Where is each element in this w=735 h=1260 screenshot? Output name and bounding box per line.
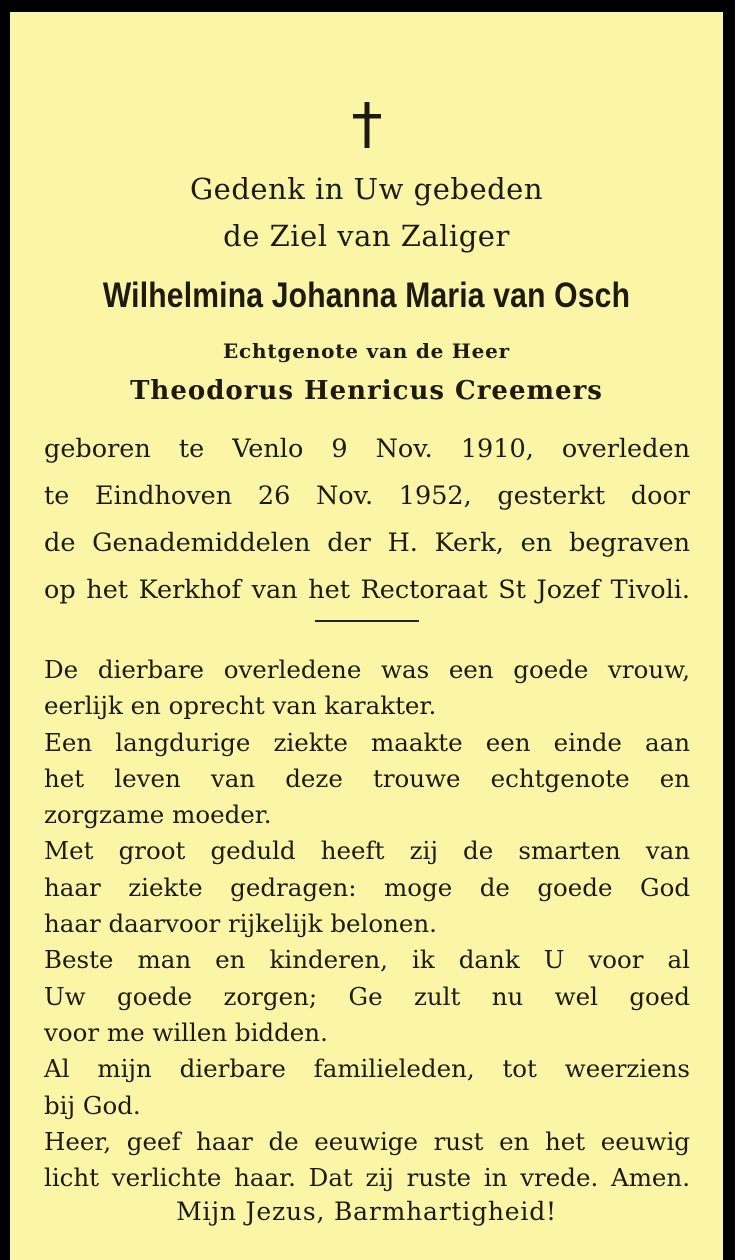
text-line: eerlijk en oprecht van karakter. xyxy=(44,691,437,721)
text-line: Beste man en kinderen, ik dank U voor al xyxy=(44,945,690,975)
biography-line: te Eindhoven 26 Nov. 1952, gesterkt door xyxy=(44,481,690,511)
text-line: Uw goede zorgen; Ge zult nu wel goed xyxy=(44,981,690,1011)
text-line: Met groot geduld heeft zij de smarten van xyxy=(44,836,690,866)
biography xyxy=(44,426,690,614)
memorial-card xyxy=(10,12,723,1260)
heading-line-1: Gedenk in Uw gebeden xyxy=(189,172,544,206)
biography-line: geboren te Venlo 9 Nov. 1910, overleden xyxy=(44,434,690,464)
text-line: De dierbare overledene was een goede vrouw, xyxy=(44,655,690,684)
text-line: voor me willen bidden. xyxy=(44,1017,328,1047)
spouse-name: Theodorus Henricus Creemers xyxy=(130,376,603,406)
spouse-intro: Echtgenote van de Heer xyxy=(223,339,510,363)
divider xyxy=(315,620,419,622)
deceased-name: Wilhelmina Johanna Maria van Osch xyxy=(102,276,631,315)
heading-line-2: de Ziel van Zaliger xyxy=(223,219,510,253)
text-line: het leven van deze trouwe echtgenote en xyxy=(44,763,690,793)
closing-prayer: Mijn Jezus, Barmhartigheid! xyxy=(176,1197,557,1226)
text-line: Heer, geef haar de eeuwige rust en het eeuwig xyxy=(44,1126,690,1156)
memorial-text xyxy=(44,652,690,1196)
cross-icon xyxy=(10,100,723,170)
text-line: haar ziekte gedragen: moge de goede God xyxy=(44,872,690,902)
text-line: haar daarvoor rijkelijk belonen. xyxy=(44,909,437,939)
biography-line: op het Kerkhof van het Rectoraat St Jozef Tivoli. xyxy=(44,575,690,605)
text-line: zorgzame moeder. xyxy=(44,800,272,830)
text-line: licht verlichte haar. Dat zij ruste in vrede. Amen. xyxy=(44,1163,690,1193)
biography-line: de Genademiddelen der H. Kerk, en begraven xyxy=(44,528,690,558)
text-line: Al mijn dierbare familieleden, tot weerziens xyxy=(44,1054,690,1084)
text-line: Een langdurige ziekte maakte een einde aan xyxy=(44,727,690,757)
text-line: bij God. xyxy=(44,1090,141,1120)
